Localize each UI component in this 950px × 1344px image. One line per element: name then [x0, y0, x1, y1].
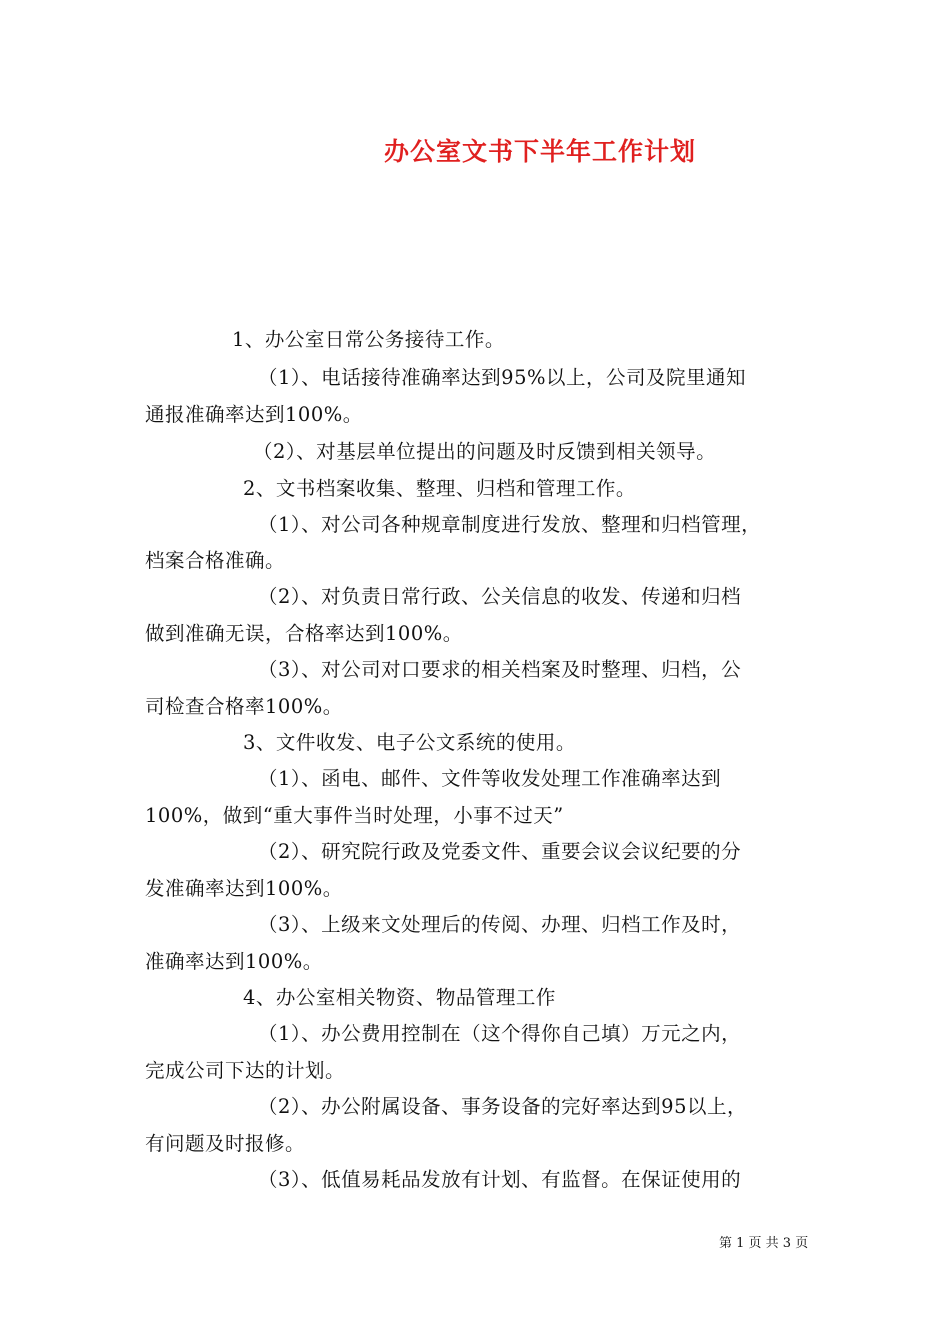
- section-heading-1: 1、办公室日常公务接待工作。: [232, 328, 505, 351]
- item-line: 100%，做到“重大事件当时处理，小事不过天”: [145, 804, 564, 827]
- item-line: （1）、电话接待准确率达到95%以上，公司及院里通知: [258, 366, 746, 389]
- page-footer: 第 1 页 共 3 页: [719, 1236, 809, 1251]
- section-heading-4: 4、办公室相关物资、物品管理工作: [243, 986, 556, 1009]
- item-line: （2）、对基层单位提出的问题及时反馈到相关领导。: [253, 440, 717, 463]
- item-line: 完成公司下达的计划。: [145, 1059, 346, 1082]
- section-heading-3: 3、文件收发、电子公文系统的使用。: [243, 731, 576, 754]
- item-line: 发准确率达到100%。: [145, 877, 343, 900]
- item-line: （2）、办公附属设备、事务设备的完好率达到95以上，: [258, 1095, 747, 1118]
- item-line: 准确率达到100%。: [145, 950, 323, 973]
- item-line: （1）、办公费用控制在（这个得你自己填）万元之内，: [258, 1022, 742, 1045]
- item-line: （1）、对公司各种规章制度进行发放、整理和归档管理，: [258, 513, 762, 536]
- item-line: （3）、低值易耗品发放有计划、有监督。在保证使用的: [258, 1168, 742, 1191]
- item-line: 司检查合格率100%。: [145, 695, 343, 718]
- item-line: 档案合格准确。: [145, 549, 286, 572]
- item-line: （1）、函电、邮件、文件等收发处理工作准确率达到: [258, 767, 722, 790]
- item-line: （3）、对公司对口要求的相关档案及时整理、归档，公: [258, 658, 742, 681]
- item-line: （3）、上级来文处理后的传阅、办理、归档工作及时，: [258, 913, 742, 936]
- section-heading-2: 2、文书档案收集、整理、归档和管理工作。: [243, 477, 636, 500]
- item-line: 有问题及时报修。: [145, 1132, 306, 1155]
- item-line: （2）、对负责日常行政、公关信息的收发、传递和归档: [258, 585, 742, 608]
- item-line: 通报准确率达到100%。: [145, 403, 363, 426]
- item-line: 做到准确无误，合格率达到100%。: [145, 622, 463, 645]
- item-line: （2）、研究院行政及党委文件、重要会议会议纪要的分: [258, 840, 742, 863]
- page-title: 办公室文书下半年工作计划: [383, 137, 696, 166]
